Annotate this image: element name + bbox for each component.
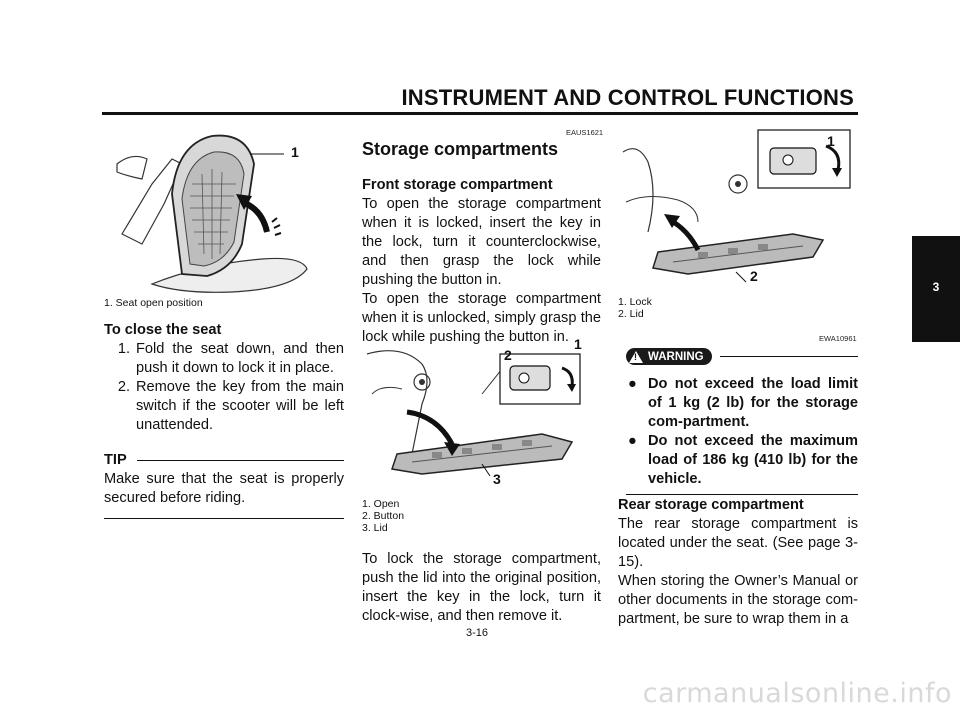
chapter-number: 3 [932,280,940,294]
warning-code: EWA10961 [819,334,857,343]
bullet-icon: ● [628,376,637,392]
step-number: 2. [117,379,130,395]
storage-open-callout-3: 3 [493,471,501,487]
tip-heading [104,451,344,470]
rear-storage-para-2: When storing the Owner’s Manual or other documents in the storage com-partment, be sure to wrap them in a [618,573,858,627]
storage-open-captions [362,498,404,534]
storage-open-illustration [362,334,602,494]
step-text: Fold the seat down, and then push it down to lock it in place. [136,341,344,376]
rear-storage-text [618,496,858,629]
list-item [626,375,858,432]
tip-rule [137,460,344,461]
page-header-title: INSTRUMENT AND CONTROL FUNCTIONS [401,85,854,110]
step-text: Remove the key from the main switch if the scooter will be left unattended. [136,379,344,433]
warning-triangle-icon: ! [629,351,643,363]
section-code: EAUS1621 [566,128,604,137]
step-number: 1. [117,341,130,357]
lock-instructions [362,550,601,626]
warning-list [626,375,858,489]
warning-header [626,348,858,365]
warning-bottom-rule [626,494,858,495]
header-rule [102,112,858,115]
section-title: Storage compartments [362,139,559,159]
storage-open-callout-2: 2 [504,347,512,363]
list-item [626,432,858,489]
warning-rule [720,356,858,357]
watermark-url: carmanualsonline.info [642,678,952,709]
seat-figure-caption: 1. Seat open position [104,297,203,309]
seat-callout-1: 1 [291,144,299,160]
tip-label: TIP [104,452,127,468]
bullet-icon: ● [628,433,637,449]
caption-line: 1. Open [362,498,400,510]
front-storage-para-1: To open the storage compartment when it is locked, insert the key in the lock, turn it counterclockwise, and then grasp the lock while pushing the button in. [362,196,601,288]
seat-illustration [112,124,344,296]
list-item [104,378,344,435]
storage-lock-callout-1: 1 [827,133,835,149]
caption-line: 2. Button [362,510,405,522]
rear-storage-para-1: The rear storage compartment is located under the seat. (See page 3-15). [618,516,858,570]
front-storage-para-2: To open the storage compartment when it is unlocked, simply grasp the lock while pushing the button in. [362,291,601,345]
warning-item-text: Do not exceed the maximum load of 186 kg (410 lb) for the vehicle. [648,433,858,487]
warning-label: WARNING [648,350,704,363]
tip-bottom-rule [104,518,344,519]
warning-item-text: Do not exceed the load limit of 1 kg (2 lb) for the storage com-partment. [648,376,858,430]
rear-storage-heading: Rear storage compartment [618,497,804,513]
caption-line: 2. Lid [618,308,644,320]
close-seat-steps [104,340,344,435]
lock-storage-para: To lock the storage compartment, push the lid into the original position, insert the key in the lock, turn it clock-wise, and then remove it. [362,551,601,624]
tip-text: Make sure that the seat is properly secured before riding. [104,471,344,506]
close-seat-heading: To close the seat [104,322,222,338]
storage-lock-illustration [618,122,858,294]
warning-badge [626,348,712,365]
middle-column-text [362,176,601,347]
warning-body [626,375,858,495]
list-item [104,340,344,378]
front-storage-heading: Front storage compartment [362,177,553,193]
left-column-text [104,321,344,519]
storage-lock-callout-2: 2 [750,268,758,284]
caption-line: 3. Lid [362,522,388,534]
storage-lock-captions [618,296,652,320]
caption-line: 1. Lock [618,296,652,308]
page-number: 3-16 [466,627,489,639]
storage-open-callout-1: 1 [574,336,582,352]
